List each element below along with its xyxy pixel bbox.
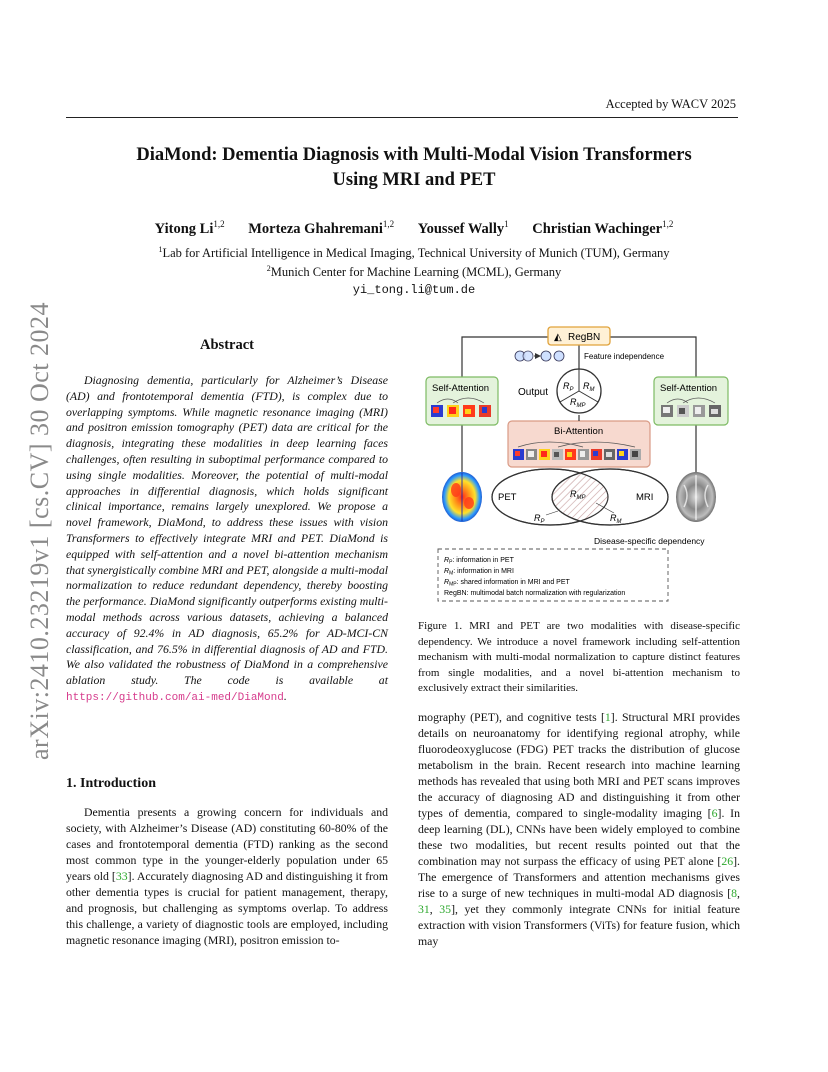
code-link[interactable]: https://github.com/ai-med/DiaMond xyxy=(66,691,284,704)
self-attention-label-pet: Self-Attention xyxy=(432,383,490,394)
author-list xyxy=(66,219,762,238)
title-line-2: Using MRI and PET xyxy=(332,170,496,190)
legend-item: $R_M$: information in MRI xyxy=(444,568,514,577)
arxiv-stamp: arXiv:2410.23219v1 [cs.CV] 30 Oct 2024 xyxy=(25,301,54,760)
citation-link[interactable]: 8 xyxy=(731,886,738,900)
acceptance-note: Accepted by WACV 2025 xyxy=(605,97,736,111)
feature-independence-label: Feature independence xyxy=(584,352,665,361)
paper-title xyxy=(66,143,762,193)
citation-link[interactable]: 26 xyxy=(721,854,734,868)
author-email[interactable]: yi_tong.li@tum.de xyxy=(352,283,476,297)
rp-label: $R_P$ xyxy=(563,381,574,393)
legend-item: RegBN: multimodal batch normalization with regularization xyxy=(444,590,626,597)
venn-rp-label: $R_P$ xyxy=(534,513,545,525)
rm-label: $R_M$ xyxy=(583,381,595,393)
author: Christian Wachinger$^{1,2}$ xyxy=(532,219,674,237)
right-column-text: mography (PET), and cognitive tests [1]. Structural MRI provides details on neuroanatomy for identifying regional atrophy, while fluorodeoxyglucose (FDG) PET tracks the distribution of glucose metabolism in the brain. Recent research into machine learning methods has revealed that using both MRI and PET scans improves the accuracy of diagnosing AD and distinguishing it from other types of dementia, compared to single-modality imaging [6]. In deep learning (DL), CNNs have been widely employed to combine these two modalities, but recent results pointed out that the combination may not surpass the efficacy of using PET alone [26]. The emergence of Transformers and attention mechanisms gives rise to a surge of new techniques in multi-modal AD diagnosis [8, 31, 35], yet they commonly integrate CNNs for initial feature extraction with vision Transformers (ViTs) for feature fusion, which may xyxy=(418,710,740,948)
legend-item: $R_P$: information in PET xyxy=(444,557,514,566)
self-attention-label-mri: Self-Attention xyxy=(660,383,718,394)
author: Youssef Wally$^1$ xyxy=(417,219,509,237)
legend-item: $R_{MP}$: shared information in MRI and PET xyxy=(444,579,570,588)
title-line-1: DiaMond: Dementia Diagnosis with Multi-Modal Vision Transformers xyxy=(136,145,692,165)
section-heading-introduction: 1. Introduction xyxy=(66,776,156,791)
citation-link[interactable]: 6 xyxy=(711,806,718,820)
citation-link[interactable]: 1 xyxy=(604,710,611,724)
bi-attention-label: Bi-Attention xyxy=(554,426,604,437)
venn-pet-label: PET xyxy=(498,492,517,503)
citation-link[interactable]: 33 xyxy=(115,869,128,883)
abstract-heading: Abstract xyxy=(200,337,254,353)
abstract-body: Diagnosing dementia, particularly for Alzheimer’s Disease (AD) and frontotemporal dementia (FTD), is complex due to overlapping symptoms. While magnetic resonance imaging (MRI) and positron emission tomography (PET) data are critical for the diagnosis, integrating these modalities in deep learning faces challenges, often resulting in suboptimal performance compared to using single modalities. Moreover, the potential of multi-modal approaches in differential diagnosis, which holds significant clinical importance, remains largely unexplored. We propose a novel framework, DiaMond, to address these issues with vision Transformers to effectively integrate MRI and PET. DiaMond is equipped with self-attention and a novel bi-attention mechanism that synergistically combine MRI and PET, alongside a multi-modal normalization to reduce redundant dependency, thereby boosting the performance. DiaMond significantly outperforms existing multi-modal methods across various datasets, achieving a balanced accuracy of 92.4% in AD diagnosis, 65.2% for AD-MCI-CN classification, and 76.5% in differential diagnosis of AD and FTD. We also validated the robustness of DiaMond in a comprehensive ablation study. The code is available at https://github.com/ai-med/DiaMond. xyxy=(66,373,388,704)
connector-line xyxy=(462,337,548,377)
mri-brain-image xyxy=(676,472,716,522)
venn-rm-label: $R_M$ xyxy=(610,513,622,525)
author: Morteza Ghahremani$^{1,2}$ xyxy=(248,219,395,237)
author: Yitong Li$^{1,2}$ xyxy=(154,219,225,237)
pet-brain-image xyxy=(442,472,482,522)
venn-mri-label: MRI xyxy=(636,492,654,503)
rmp-label: $R_{MP}$ xyxy=(570,397,586,409)
citation-link[interactable]: 31 xyxy=(418,902,430,916)
figure-caption: Figure 1. MRI and PET are two modalities with disease-specific dependency. We introduce a novel framework including self-attention mechanism with multi-modal normalization to capture distinct features from single modalities, and a novel bi-attention mechanism to exclusively extract their similarities. xyxy=(418,620,740,694)
regbn-label: RegBN xyxy=(568,332,601,343)
citation-link[interactable]: 35 xyxy=(439,902,452,916)
header-rule xyxy=(66,117,738,118)
output-label: Output xyxy=(518,387,549,398)
venn-rmp-label: $R_{MP}$ xyxy=(570,489,586,501)
figure-1 xyxy=(418,325,740,607)
affiliation-2: $^2$Munich Center for Machine Learning (MCML), Germany xyxy=(266,264,562,280)
feature-independence-icon xyxy=(515,351,564,361)
affiliation-1: $^1$Lab for Artificial Intelligence in Medical Imaging, Technical University of Munich (TUM), Germany xyxy=(158,245,670,261)
intro-paragraph: Dementia presents a growing concern for individuals and society, with Alzheimer’s Disease (AD) constituting 60-80% of the cases and frontotemporal dementia (FTD) ranking as the second most common type in the younger-elderly population under 65 years old [33]. Accurately diagnosing AD and distinguishing it from other dementia types is crucial for patient management, therapy, and prognosis, but challenging as symptoms overlap. To address this challenge, a variety of diagnostic tools are employed, including magnetic resonance imaging (MRI), positron emission to- xyxy=(66,805,389,947)
disease-dependency-label: Disease-specific dependency xyxy=(594,536,705,546)
regbn-icon: ◭ xyxy=(554,332,562,343)
